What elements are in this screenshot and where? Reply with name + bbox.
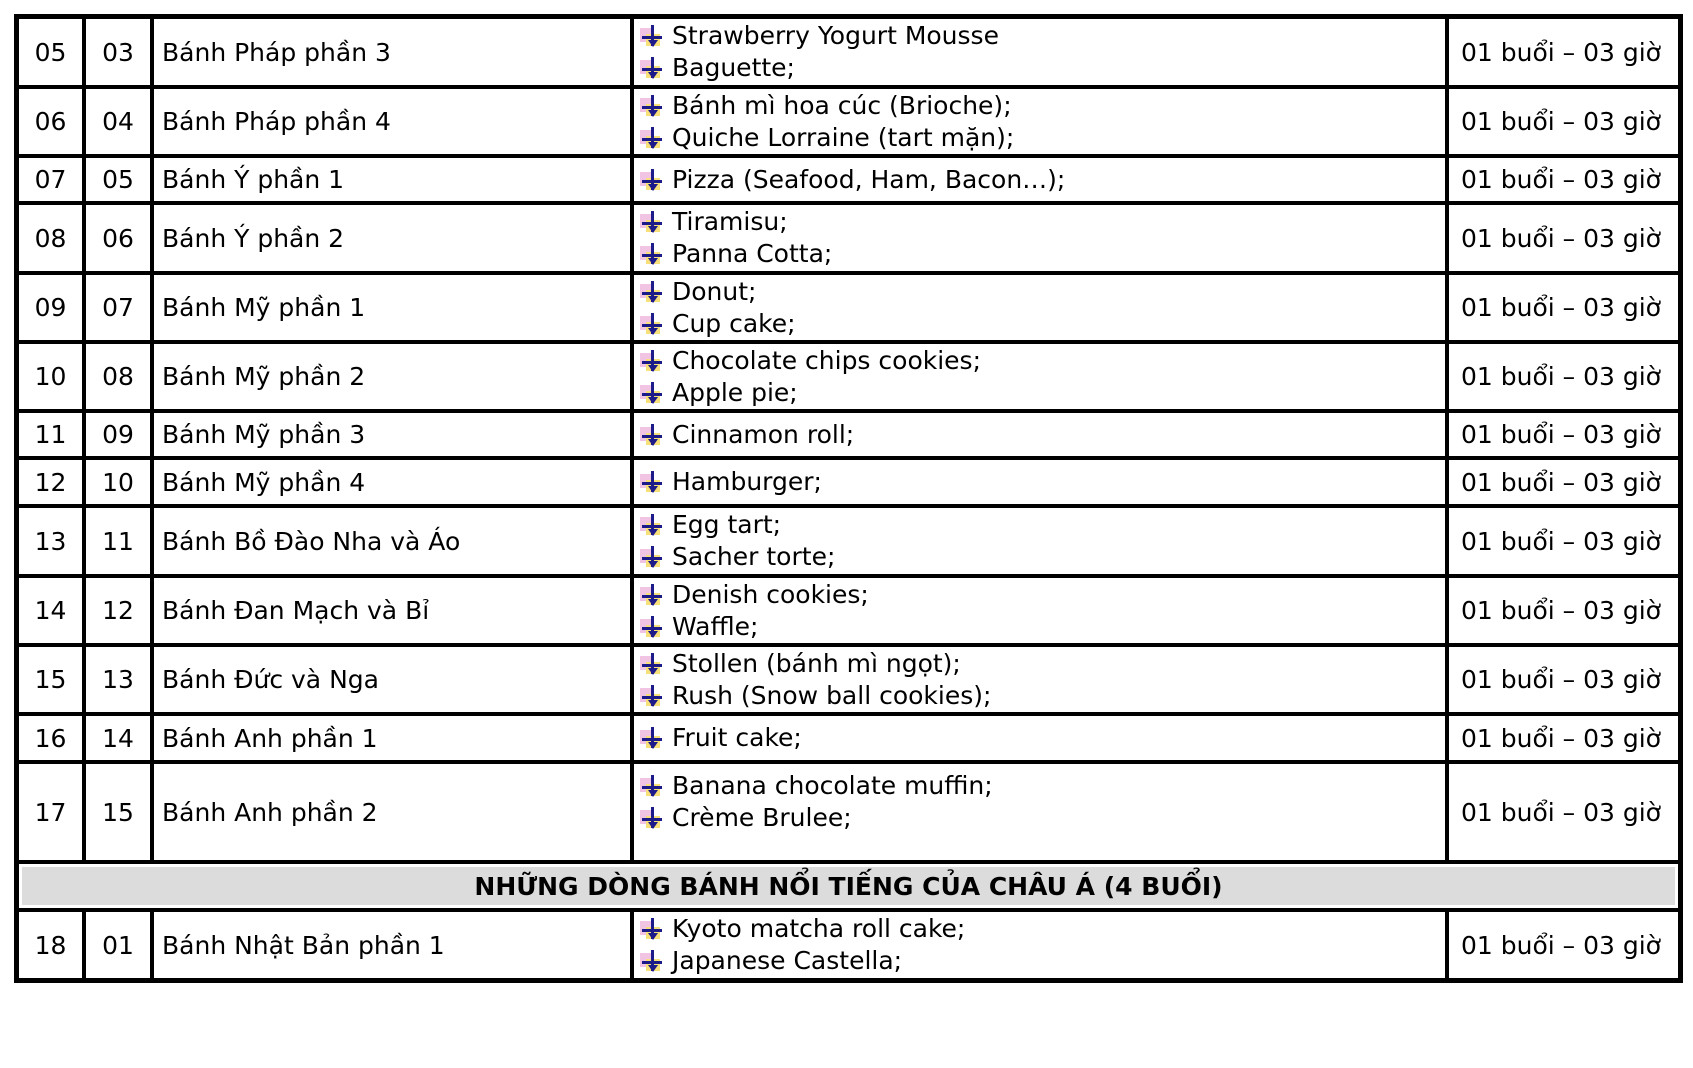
table-row: [17, 411, 1680, 458]
table-row: [17, 87, 1680, 156]
list-item: [640, 680, 1445, 712]
row-lesson-name: Bánh Đức và Nga: [152, 645, 632, 714]
list-item: [640, 345, 1445, 377]
list-item: [640, 164, 1445, 196]
row-stt: 07: [17, 156, 84, 203]
row-lesson-name: Bánh Mỹ phần 2: [152, 342, 632, 411]
item-text: Waffle;: [672, 611, 759, 641]
list-item: [640, 913, 1445, 945]
arrow-bullet-icon: [640, 918, 664, 940]
list-item: [640, 648, 1445, 680]
row-lesson-name: Bánh Đan Mạch và Bỉ: [152, 576, 632, 645]
table-row: [17, 576, 1680, 645]
list-item: [640, 722, 1445, 754]
row-duration: 01 buổi – 03 giờ: [1447, 156, 1680, 203]
row-items: [632, 203, 1447, 273]
item-text: Cup cake;: [672, 308, 796, 338]
row-items: [632, 645, 1447, 714]
row-stt: 06: [17, 87, 84, 156]
row-stt: 12: [17, 458, 84, 506]
row-lesson-no: 15: [84, 762, 152, 862]
row-duration: 01 buổi – 03 giờ: [1447, 762, 1680, 862]
item-text: Baguette;: [672, 53, 795, 82]
item-text: Rush (Snow ball cookies);: [672, 680, 992, 710]
row-lesson-name: Bánh Pháp phần 4: [152, 87, 632, 156]
row-duration: 01 buổi – 03 giờ: [1447, 576, 1680, 645]
row-duration: 01 buổi – 03 giờ: [1447, 17, 1680, 87]
item-text: Strawberry Yogurt Mousse: [672, 21, 999, 50]
arrow-bullet-icon: [640, 350, 664, 372]
item-text: Hamburger;: [672, 467, 822, 496]
arrow-bullet-icon: [640, 382, 664, 404]
list-item: [640, 206, 1445, 238]
list-item: [640, 377, 1445, 409]
arrow-bullet-icon: [640, 807, 664, 829]
item-text: Quiche Lorraine (tart mặn);: [672, 122, 1015, 152]
arrow-bullet-icon: [640, 424, 664, 446]
row-lesson-name: Bánh Ý phần 2: [152, 203, 632, 273]
arrow-bullet-icon: [640, 584, 664, 606]
row-lesson-no: 07: [84, 273, 152, 342]
item-text: Egg tart;: [672, 510, 782, 539]
list-item: [640, 238, 1445, 270]
arrow-bullet-icon: [640, 546, 664, 568]
item-text: Kyoto matcha roll cake;: [672, 914, 966, 943]
arrow-bullet-icon: [640, 281, 664, 303]
table-row: [17, 645, 1680, 714]
row-duration: 01 buổi – 03 giờ: [1447, 506, 1680, 576]
row-lesson-name: Bánh Mỹ phần 4: [152, 458, 632, 506]
row-stt: 08: [17, 203, 84, 273]
arrow-bullet-icon: [640, 169, 664, 191]
row-lesson-name: Bánh Nhật Bản phần 1: [152, 910, 632, 980]
row-lesson-name: Bánh Mỹ phần 3: [152, 411, 632, 458]
row-lesson-no: 13: [84, 645, 152, 714]
list-item: [640, 90, 1445, 122]
row-lesson-no: 06: [84, 203, 152, 273]
list-item: [640, 419, 1445, 451]
row-lesson-name: Bánh Pháp phần 3: [152, 17, 632, 87]
table-row: [17, 342, 1680, 411]
row-stt: 14: [17, 576, 84, 645]
arrow-bullet-icon: [640, 653, 664, 675]
course-table: [14, 14, 1683, 983]
row-duration: 01 buổi – 03 giờ: [1447, 87, 1680, 156]
list-item: [640, 945, 1445, 977]
item-text: Crème Brulee;: [672, 803, 852, 832]
list-item: [640, 52, 1445, 84]
row-duration: 01 buổi – 03 giờ: [1447, 203, 1680, 273]
row-items: [632, 342, 1447, 411]
row-stt: 13: [17, 506, 84, 576]
item-text: Panna Cotta;: [672, 239, 833, 268]
row-items: [632, 156, 1447, 203]
row-items: [632, 17, 1447, 87]
row-duration: 01 buổi – 03 giờ: [1447, 910, 1680, 980]
list-item: [640, 611, 1445, 643]
list-item: [640, 802, 1445, 834]
table-row: [17, 714, 1680, 762]
row-duration: 01 buổi – 03 giờ: [1447, 273, 1680, 342]
row-items: [632, 714, 1447, 762]
table-row: [17, 17, 1680, 87]
table-row: [17, 203, 1680, 273]
item-text: Pizza (Seafood, Ham, Bacon…);: [672, 164, 1066, 194]
item-text: Japanese Castella;: [672, 946, 903, 975]
item-text: Fruit cake;: [672, 723, 802, 752]
row-stt: 18: [17, 910, 84, 980]
row-items: [632, 458, 1447, 506]
item-text: Banana chocolate muffin;: [672, 771, 993, 800]
row-items: [632, 762, 1447, 862]
arrow-bullet-icon: [640, 57, 664, 79]
item-text: Donut;: [672, 276, 757, 306]
section-heading: NHỮNG DÒNG BÁNH NỔI TIẾNG CỦA CHÂU Á (4 BUỔI): [17, 862, 1680, 910]
item-text: Denish cookies;: [672, 579, 869, 609]
row-duration: 01 buổi – 03 giờ: [1447, 342, 1680, 411]
row-stt: 09: [17, 273, 84, 342]
list-item: [640, 466, 1445, 498]
list-item: [640, 509, 1445, 541]
arrow-bullet-icon: [640, 775, 664, 797]
list-item: [640, 122, 1445, 154]
item-text: Bánh mì hoa cúc (Brioche);: [672, 90, 1012, 120]
row-items: [632, 910, 1447, 980]
row-stt: 11: [17, 411, 84, 458]
row-lesson-name: Bánh Anh phần 1: [152, 714, 632, 762]
arrow-bullet-icon: [640, 685, 664, 707]
list-item: [640, 308, 1445, 340]
item-text: Chocolate chips cookies;: [672, 345, 981, 375]
row-stt: 17: [17, 762, 84, 862]
list-item: [640, 579, 1445, 611]
arrow-bullet-icon: [640, 471, 664, 493]
row-lesson-no: 04: [84, 87, 152, 156]
row-stt: 05: [17, 17, 84, 87]
row-duration: 01 buổi – 03 giờ: [1447, 645, 1680, 714]
arrow-bullet-icon: [640, 243, 664, 265]
row-lesson-no: 12: [84, 576, 152, 645]
arrow-bullet-icon: [640, 950, 664, 972]
row-duration: 01 buổi – 03 giờ: [1447, 458, 1680, 506]
row-lesson-no: 11: [84, 506, 152, 576]
row-stt: 16: [17, 714, 84, 762]
row-lesson-name: Bánh Mỹ phần 1: [152, 273, 632, 342]
arrow-bullet-icon: [640, 127, 664, 149]
row-items: [632, 576, 1447, 645]
table-row: [17, 458, 1680, 506]
row-items: [632, 87, 1447, 156]
row-lesson-no: 09: [84, 411, 152, 458]
list-item: [640, 541, 1445, 573]
item-text: Sacher torte;: [672, 542, 836, 571]
row-lesson-no: 10: [84, 458, 152, 506]
table-row: [17, 273, 1680, 342]
arrow-bullet-icon: [640, 95, 664, 117]
row-lesson-no: 14: [84, 714, 152, 762]
row-duration: 01 buổi – 03 giờ: [1447, 411, 1680, 458]
item-text: Tiramisu;: [672, 207, 788, 236]
row-lesson-no: 03: [84, 17, 152, 87]
arrow-bullet-icon: [640, 313, 664, 335]
row-lesson-name: Bánh Bồ Đào Nha và Áo: [152, 506, 632, 576]
row-items: [632, 506, 1447, 576]
row-stt: 15: [17, 645, 84, 714]
arrow-bullet-icon: [640, 616, 664, 638]
list-item: [640, 20, 1445, 52]
row-lesson-no: 08: [84, 342, 152, 411]
item-text: Stollen (bánh mì ngọt);: [672, 648, 961, 678]
table-row: [17, 910, 1680, 980]
arrow-bullet-icon: [640, 25, 664, 47]
table-row: [17, 506, 1680, 576]
list-item: [640, 276, 1445, 308]
row-items: [632, 273, 1447, 342]
row-duration: 01 buổi – 03 giờ: [1447, 714, 1680, 762]
arrow-bullet-icon: [640, 211, 664, 233]
row-items: [632, 411, 1447, 458]
row-stt: 10: [17, 342, 84, 411]
row-lesson-no: 05: [84, 156, 152, 203]
row-lesson-name: Bánh Ý phần 1: [152, 156, 632, 203]
row-lesson-name: Bánh Anh phần 2: [152, 762, 632, 862]
item-text: Apple pie;: [672, 377, 798, 407]
table-row: [17, 156, 1680, 203]
list-item: [640, 770, 1445, 802]
arrow-bullet-icon: [640, 514, 664, 536]
section-row: [17, 862, 1680, 910]
table-row: [17, 762, 1680, 862]
arrow-bullet-icon: [640, 727, 664, 749]
row-lesson-no: 01: [84, 910, 152, 980]
item-text: Cinnamon roll;: [672, 419, 855, 449]
